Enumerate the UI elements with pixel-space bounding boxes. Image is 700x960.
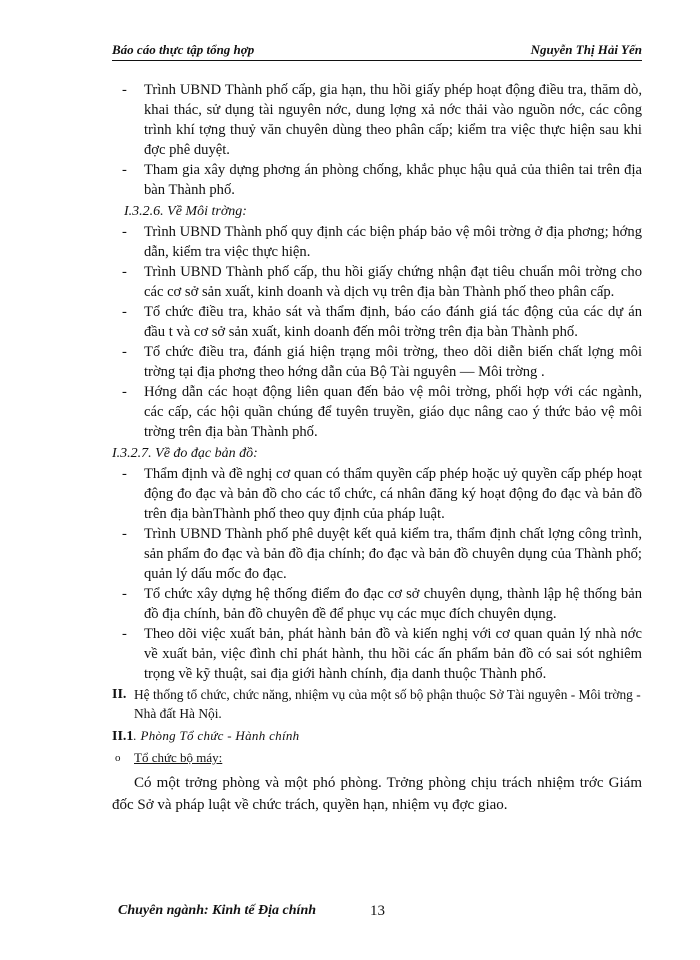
dash-bullet-icon: - [122, 82, 127, 98]
section-2-heading [112, 685, 642, 723]
dash-bullet-icon: - [122, 526, 127, 542]
dash-bullet-icon: - [122, 224, 127, 240]
bullet-text: Tổ chức điều tra, đánh giá hiện trạng môi trờng, theo dõi diễn biến chất lợng môi trờng tại địa phơng theo hớng dẫn của Bộ Tài nguyên — Môi trờng . [144, 344, 642, 380]
bullet-item [112, 222, 642, 262]
bullet-item [112, 160, 642, 200]
dash-bullet-icon: - [122, 626, 127, 642]
bullet-item [112, 262, 642, 302]
section-2-1-heading [112, 726, 642, 747]
section-2-1-title: . Phòng Tổ chức - Hành chính [133, 728, 300, 743]
section-heading-do-dac-ban-do: I.3.2.7. Về đo đạc bản đồ: [112, 446, 258, 461]
footer-major: Chuyên ngành: Kinh tế Địa chính [118, 903, 317, 918]
body-paragraph: Có một trởng phòng và một phó phòng. Trởng phòng chịu trách nhiệm trớc Giám đốc Sở và pháp luật về chức trách, quyền hạn, nhiệm vụ đợc giao. [112, 775, 642, 813]
bullet-text: Trình UBND Thành phố cấp, gia hạn, thu hồi giấy phép hoạt động điều tra, thăm dò, khai thác, sử dụng tài nguyên nớc, dung lợng xả nớc thải vào nguồn nớc, các công trình khí tợng thuỷ văn chuyên dùng theo phân cấp; kiểm tra việc thực hiện sau khi đợc phê duyệt. [144, 82, 642, 158]
page-number: 13 [370, 903, 385, 919]
bullet-text: Trình UBND Thành phố phê duyệt kết quả kiểm tra, thẩm định chất lợng công trình, sản phẩm đo đạc và bản đồ địa chính; đo đạc và bản đồ chuyên dụng của Thành phố; quản lý dấu mốc đo đạc. [144, 526, 642, 582]
circle-bullet-icon: o [115, 752, 121, 764]
subsection-title: Tổ chức bộ máy: [134, 750, 223, 765]
bullet-text: Tham gia xây dựng phơng án phòng chống, khắc phục hậu quả của thiên tai trên địa bàn Thành phố. [144, 162, 642, 198]
bullet-text: Hớng dẫn các hoạt động liên quan đến bảo vệ môi trờng, phối hợp với các ngành, các cấp, các hội quần chúng để tuyên truyền, giáo dục nâng cao ý thức bảo vệ môi trờng trên địa bàn Thành phố. [144, 384, 642, 440]
bullet-item [112, 464, 642, 524]
dash-bullet-icon: - [122, 384, 127, 400]
bullet-item [112, 342, 642, 382]
bullet-item [112, 624, 642, 684]
document-body [112, 80, 642, 831]
bullet-text: Theo dõi việc xuất bản, phát hành bản đồ và kiến nghị với cơ quan quản lý nhà nớc về xuất bản, việc đình chỉ phát hành, thu hồi các ấn phẩm bản đồ có sai sót nghiêm trọng về kỹ thuật, sai địa giới hành chính, địa danh thuộc Thành phố. [144, 626, 642, 682]
dash-bullet-icon: - [122, 466, 127, 482]
dash-bullet-icon: - [122, 586, 127, 602]
header-author-name: Nguyễn Thị Hải Yến [530, 42, 642, 57]
bullet-item [112, 584, 642, 624]
bullet-item [112, 524, 642, 584]
section-2-title: Hệ thống tổ chức, chức năng, nhiệm vụ của một số bộ phận thuộc Sở Tài nguyên - Môi trờng - Nhà đất Hà Nội. [134, 687, 641, 721]
bullet-item [112, 80, 642, 160]
subsection-heading [112, 748, 642, 768]
dash-bullet-icon: - [122, 264, 127, 280]
dash-bullet-icon: - [122, 304, 127, 320]
bullet-text: Trình UBND Thành phố cấp, thu hồi giấy chứng nhận đạt tiêu chuẩn môi trờng cho các cơ sở sản xuất, kinh doanh và dịch vụ trên địa bàn Thành phố theo phân cấp. [144, 264, 642, 300]
bullet-text: Thẩm định và đề nghị cơ quan có thẩm quyền cấp phép hoặc uỷ quyền cấp phép hoạt động đo đạc và bản đồ cho các tổ chức, cá nhân đăng ký hoạt động đo đạc và bản đồ trên địa bànThành phố theo quy định của pháp luật. [144, 466, 642, 522]
section-2-number: II. [112, 687, 127, 702]
section-2-1-number: II.1 [112, 729, 134, 744]
page-footer [118, 903, 385, 919]
page-header [112, 38, 642, 61]
bullet-text: Tổ chức điều tra, khảo sát và thẩm định, báo cáo đánh giá tác động của các dự án đầu t và cơ sở sản xuất, kinh doanh đến môi trờng trên địa bàn Thành phố. [144, 304, 642, 340]
bullet-item [112, 382, 642, 442]
header-report-title: Báo cáo thực tập tổng hợp [112, 42, 255, 57]
bullet-item [112, 302, 642, 342]
bullet-text: Tổ chức xây dựng hệ thống điểm đo đạc cơ sở chuyên dụng, thành lập hệ thống bản đồ địa chính, bản đồ chuyên đề để phục vụ các mục đích chuyên dụng. [144, 586, 642, 622]
bullet-text: Trình UBND Thành phố quy định các biện pháp bảo vệ môi trờng ở địa phơng; hớng dẫn, kiểm tra việc thực hiện. [144, 224, 642, 260]
dash-bullet-icon: - [122, 344, 127, 360]
section-heading-moi-truong: I.3.2.6. Về Môi trờng: [124, 204, 247, 219]
dash-bullet-icon: - [122, 162, 127, 178]
